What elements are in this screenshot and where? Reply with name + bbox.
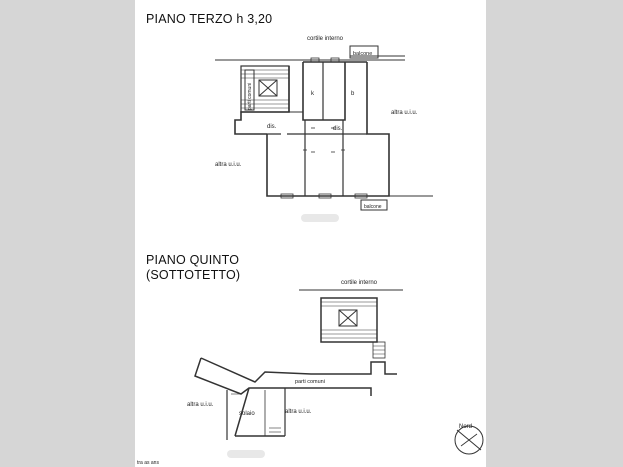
balcony-label: balcone xyxy=(364,204,382,210)
courtyard-label: cortile interno xyxy=(307,36,344,42)
other-unit-label: altra u.i.u. xyxy=(285,409,312,415)
balcony-label: balcone xyxy=(353,51,373,57)
common-parts-label: parti comuni xyxy=(295,379,325,385)
footer-scale-label: tra as ans xyxy=(137,460,159,466)
common-parts-label: parti comuni xyxy=(247,82,253,110)
floor-plan-drawing xyxy=(135,0,486,467)
watermark-mark xyxy=(227,450,265,458)
other-unit-label: altra u.i.u. xyxy=(391,110,418,116)
other-unit-label: altra u.i.u. xyxy=(215,162,242,168)
fifth-floor-subtitle: (SOTTOTETTO) xyxy=(146,268,241,282)
corridor-label: dis. xyxy=(267,124,277,130)
fifth-floor-plan xyxy=(195,290,403,440)
bathroom-label: b xyxy=(351,91,355,97)
courtyard-label: cortile interno xyxy=(341,280,378,286)
north-label: Nord xyxy=(459,424,473,430)
north-compass-icon xyxy=(455,426,483,454)
third-floor-title: PIANO TERZO h 3,20 xyxy=(146,12,273,26)
kitchen-label: k xyxy=(311,91,314,97)
watermark-mark xyxy=(301,214,339,222)
third-floor-plan xyxy=(215,46,433,210)
other-unit-label: altra u.i.u. xyxy=(187,402,214,408)
plan-sheet xyxy=(135,0,486,467)
fifth-floor-title: PIANO QUINTO xyxy=(146,253,240,267)
attic-floor-label: solaio xyxy=(239,411,255,417)
corridor-label: dis. xyxy=(333,126,343,132)
